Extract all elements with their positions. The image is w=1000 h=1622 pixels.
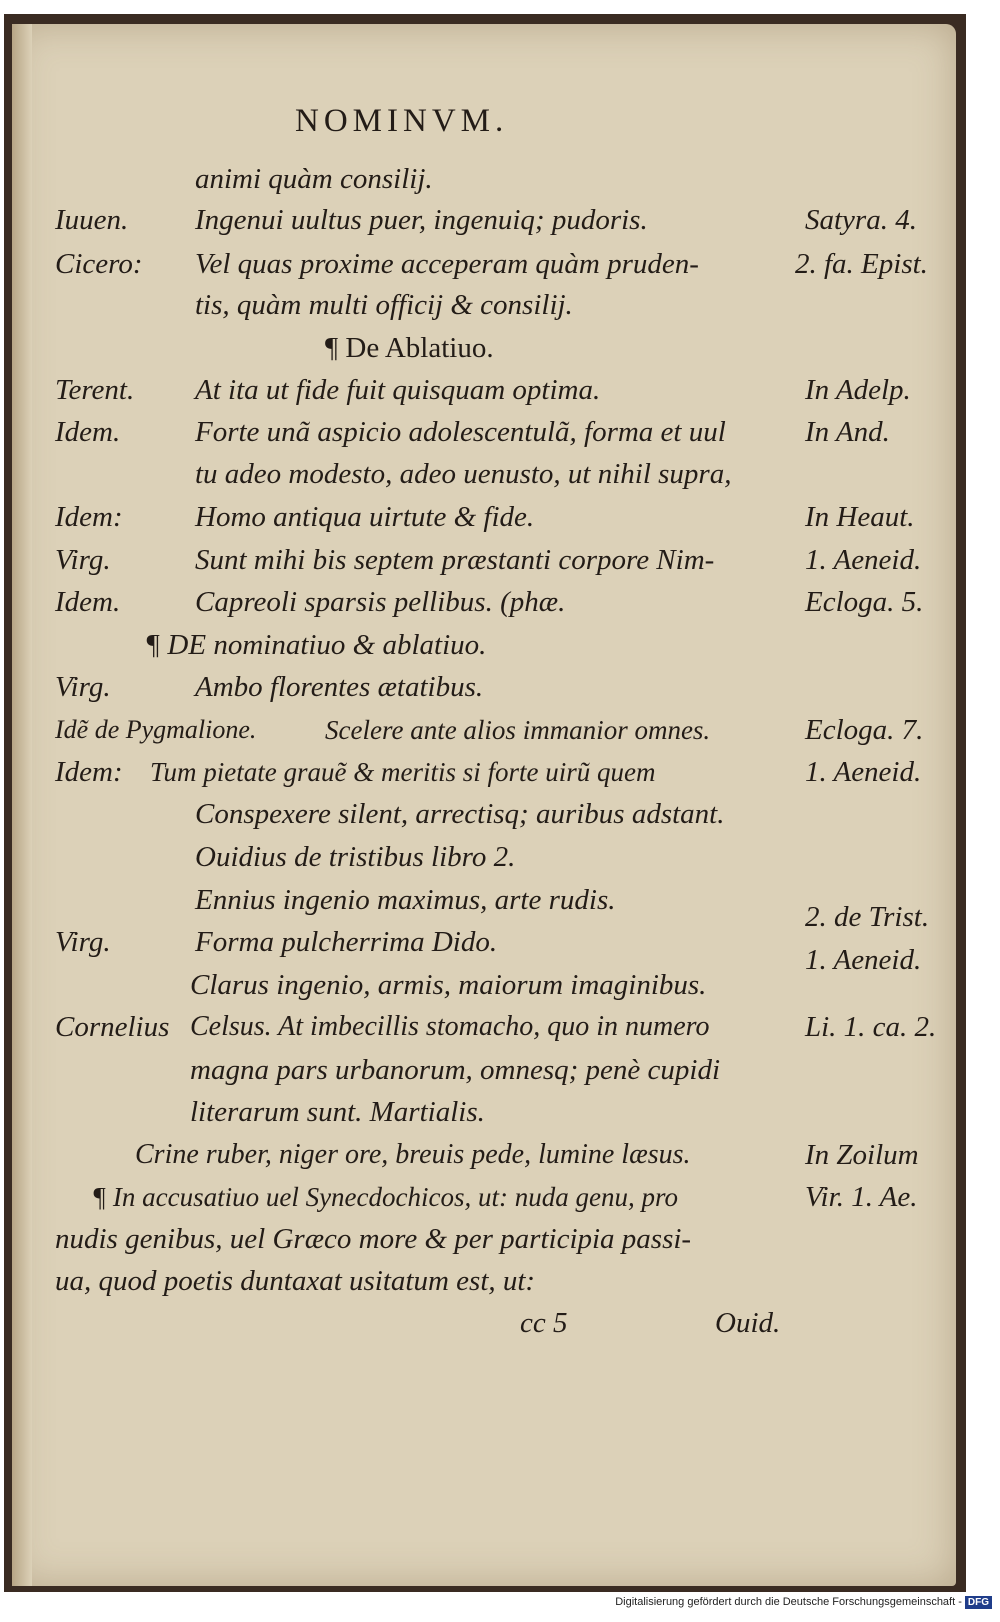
margin-ref-24: In Zoilum	[805, 1139, 919, 1171]
margin-ref-15: 1. Aeneid.	[805, 756, 922, 788]
text-line-24: Crine ruber, niger ore, breuis pede, lumine læsus.	[135, 1139, 691, 1170]
margin-source-10: Virg.	[55, 544, 111, 576]
margin-ref-7: In And.	[805, 416, 890, 448]
text-line-26: nudis genibus, uel Græco more & per participia passi-	[55, 1223, 692, 1255]
text-line-7: Forte unã aspicio adolescentulã, forma et uul	[195, 416, 726, 448]
margin-ref-19: 1. Aeneid.	[805, 944, 922, 976]
catchword: Ouid.	[715, 1307, 781, 1339]
text-line-17: Ouidius de tristibus libro 2.	[195, 841, 516, 873]
text-line-16: Conspexere silent, arrectisq; auribus adstant.	[195, 798, 725, 830]
text-line-9: Homo antiqua uirtute & fide.	[195, 501, 535, 533]
text-line-18: Ennius ingenio maximus, arte rudis.	[195, 884, 616, 916]
margin-source-15: Idem:	[55, 756, 123, 788]
credit-text: Digitalisierung gefördert durch die Deutsche Forschungsgemeinschaft -	[615, 1596, 962, 1608]
margin-ref-14: Ecloga. 7.	[805, 714, 924, 746]
text-line-13: Ambo florentes ætatibus.	[195, 671, 484, 703]
dfg-logo: DFG	[965, 1596, 992, 1609]
margin-source-2: Iuuen.	[55, 204, 129, 236]
margin-ref-6: In Adelp.	[805, 374, 911, 406]
margin-source-3: Cicero:	[55, 248, 143, 280]
signature-mark: cc 5	[520, 1307, 568, 1339]
margin-source-13: Virg.	[55, 671, 111, 703]
text-line-25: ¶ In accusatiuo uel Synecdochicos, ut: nuda genu, pro	[92, 1182, 678, 1212]
margin-ref-10: 1. Aeneid.	[805, 544, 922, 576]
text-line-4: tis, quàm multi officij & consilij.	[195, 289, 573, 321]
text-line-1: animi quàm consilij.	[195, 163, 433, 195]
section-heading-ablatiuo: ¶ De Ablatiuo.	[325, 332, 494, 364]
text-line-21: Celsus. At imbecillis stomacho, quo in numero	[190, 1011, 710, 1042]
text-line-23: literarum sunt. Martialis.	[190, 1096, 485, 1128]
text-line-6: At ita ut fide fuit quisquam optima.	[195, 374, 601, 406]
text-line-2: Ingenui uultus puer, ingenuiq; pudoris.	[195, 204, 648, 236]
margin-source-14: Idẽ de Pygmalione.	[55, 715, 257, 744]
margin-source-19: Virg.	[55, 926, 111, 958]
text-line-8: tu adeo modesto, adeo uenusto, ut nihil supra,	[195, 458, 732, 490]
text-line-27: ua, quod poetis duntaxat usitatum est, ut:	[55, 1265, 536, 1297]
text-line-15: Tum pietate grauẽ & meritis si forte uirũ quem	[150, 757, 656, 787]
margin-source-6: Terent.	[55, 374, 135, 406]
text-line-20: Clarus ingenio, armis, maiorum imaginibus.	[190, 969, 707, 1001]
margin-source-9: Idem:	[55, 501, 123, 533]
page-gutter	[12, 24, 32, 1586]
margin-ref-11: Ecloga. 5.	[805, 586, 924, 618]
text-line-19: Forma pulcherrima Dido.	[195, 926, 498, 958]
digitization-credit	[615, 1596, 992, 1609]
margin-source-11: Idem.	[55, 586, 121, 618]
margin-ref-9: In Heaut.	[805, 501, 915, 533]
running-header: NOMINVM.	[295, 103, 509, 139]
margin-ref-18: 2. de Trist.	[805, 901, 930, 933]
section-heading-nominatiuo: ¶ DE nominatiuo & ablatiuo.	[145, 629, 487, 661]
margin-source-21: Cornelius	[55, 1011, 170, 1043]
text-line-11: Capreoli sparsis pellibus. (phæ.	[195, 586, 566, 618]
margin-source-7: Idem.	[55, 416, 121, 448]
text-line-10: Sunt mihi bis septem præstanti corpore Nim-	[195, 544, 715, 576]
margin-ref-25: Vir. 1. Ae.	[805, 1181, 918, 1213]
margin-ref-3: 2. fa. Epist.	[795, 248, 928, 280]
margin-ref-21: Li. 1. ca. 2.	[805, 1011, 937, 1043]
text-line-22: magna pars urbanorum, omnesq; penè cupidi	[190, 1054, 721, 1086]
text-line-14: Scelere ante alios immanior omnes.	[325, 715, 711, 745]
text-line-3: Vel quas proxime acceperam quàm pruden-	[195, 248, 699, 280]
margin-ref-2: Satyra. 4.	[805, 204, 917, 236]
